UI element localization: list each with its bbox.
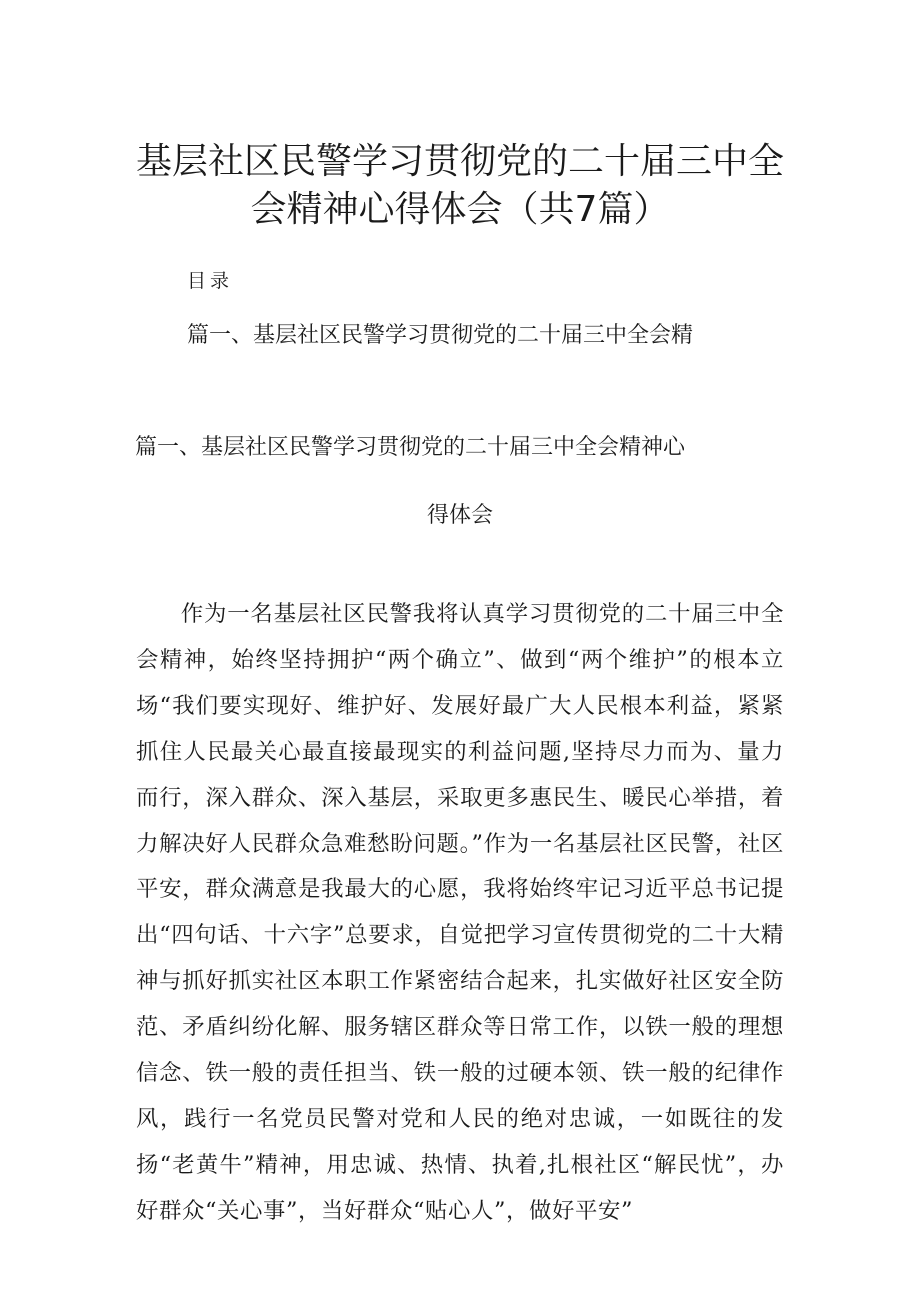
toc-item[interactable]: 篇一、基层社区民警学习贯彻党的二十届三中全会精 [187, 323, 694, 348]
document-title [100, 138, 820, 234]
toc-heading: 目录 [187, 270, 234, 292]
title-line-2: 会精神心得体会（共7篇） [250, 189, 670, 230]
body-paragraph: 作为一名基层社区民警我将认真学习贯彻党的二十届三中全会精神，始终坚持拥护“两个确立”、做到“两个维护”的根本立场“我们要实现好、维护好、发展好最广大人民根本利益，紧紧抓住人民最关心最直接最现实的利益问题,坚持尽力而为、量力而行，深入群众、深入基层，采取更多惠民生、暖民心举措，着力解决好人民群众急难愁盼问题。”作为一名基层社区民警，社区平安，群众满意是我最大的心愿，我将始终牢记习近平总书记提出“四句话、十六字”总要求，自觉把学习宣传贯彻党的二十大精神与抓好抓实社区本职工作紧密结合起来，扎实做好社区安全防范、矛盾纠纷化解、服务辖区群众等日常工作，以铁一般的理想信念、铁一般的责任担当、铁一般的过硬本领、铁一般的纪律作风，践行一名党员民警对党和人民的绝对忠诚，一如既往的发扬“老黄牛”精神，用忠诚、热情、执着,扎根社区“解民忧”，办好群众“关心事”，当好群众“贴心人”，做好平安” [136, 601, 784, 1224]
title-line-1: 基层社区民警学习贯彻党的二十届三中全 [135, 141, 784, 182]
section-title-continued: 得体会 [426, 503, 493, 528]
section-title: 篇一、基层社区民警学习贯彻党的二十届三中全会精神心 [135, 435, 686, 460]
